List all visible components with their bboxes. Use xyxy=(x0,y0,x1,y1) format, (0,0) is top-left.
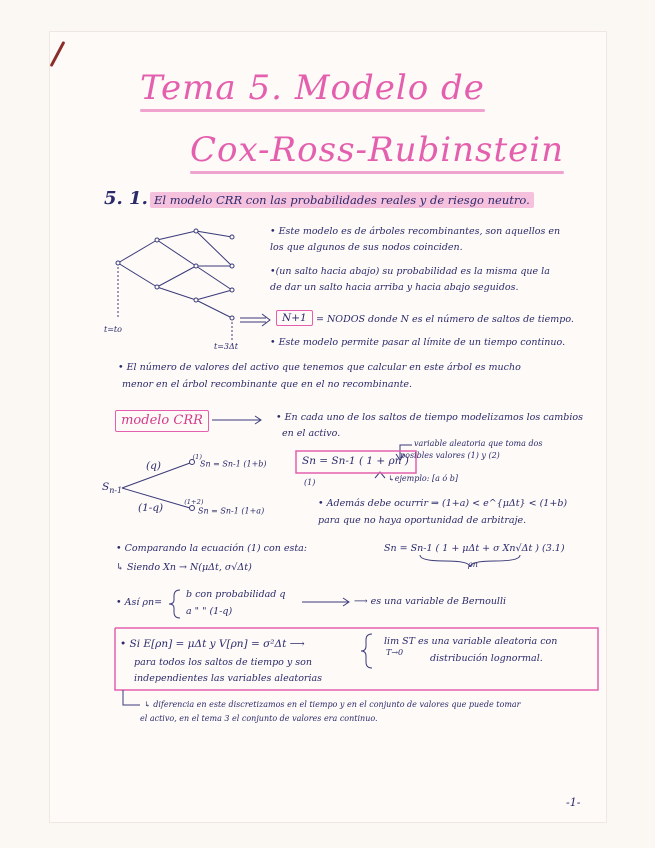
crr-eq-number: (1) xyxy=(304,478,316,487)
footnote-line1: ↳ diferencia en este discretizamos en el tiempo y en el conjunto de valores que puede tomar xyxy=(144,700,521,709)
tree-t3-label: t=3Δt xyxy=(214,342,238,351)
nodes-box: N+1 xyxy=(276,312,313,324)
summary-left2: para todos los saltos de tiempo y son xyxy=(134,657,312,668)
intro-bullet3: • Este modelo permite pasar al límite de un tiempo continuo. xyxy=(270,337,566,348)
arbitrage-line1: • Además debe ocurrir ⇒ (1+a) < e^{μΔt} < (1+b) xyxy=(318,498,568,509)
down-equation: Sn = Sn-1 $(1+a)^{(1+2)}$ xyxy=(184,498,265,516)
summary-left3: independientes las variables aleatorias xyxy=(134,673,323,684)
var-note-line2: posibles valores (1) y (2) xyxy=(400,451,500,460)
crr-bullet-line1: • En cada uno de los saltos de tiempo modelizamos los cambios xyxy=(276,412,583,423)
title-line-1: Tema 5. Modelo de xyxy=(140,68,485,108)
comparison-text: • Comparando la ecuación (1) con esta: xyxy=(116,543,308,554)
var-note-line1: variable aleatoria que toma dos xyxy=(414,439,543,448)
intro-bullet1-line2: los que algunos de sus nodos coinciden. xyxy=(270,242,463,253)
arbitrage-line2: para que no haya oportunidad de arbitraje. xyxy=(318,515,527,526)
summary-left: • Si E[ρn] = μΔt y V[ρn] = σ²Δt ⟶ xyxy=(120,638,305,650)
summary-lim2: distribución lognormal. xyxy=(430,653,543,664)
crr-bullet-line2: en el activo. xyxy=(282,428,341,439)
page-number: -1- xyxy=(566,796,581,809)
crr-example: ↳ejemplo: [a ó b] xyxy=(388,474,459,483)
nodes-text: = NODOS donde N es el número de saltos de tiempo. xyxy=(316,314,574,325)
tree-t0-label: t=to xyxy=(104,325,122,334)
root-node-s: $S_{n-1}$ xyxy=(102,481,123,496)
comparison-equation: Sn = Sn-1 ( 1 + μΔt + σ Xn√Δt ) (3.1) xyxy=(384,543,565,554)
bernoulli-row1: b con probabilidad q xyxy=(186,589,286,600)
up-equation: Sn = Sn-1 $(1+b)^{(1)}$ xyxy=(192,453,267,469)
recombining-tree xyxy=(118,231,232,340)
comparison-being: ↳ Siendo Xn → N(μΔt, σ√Δt) xyxy=(116,562,252,573)
implies-arrow xyxy=(240,314,270,326)
intro-bullet2-line1: •(un salto hacia abajo) su probabilidad es la misma que la xyxy=(270,266,550,277)
summary-lim: lim ST es una variable aleatoria con xyxy=(384,636,558,647)
intro-bullet1-line1: • Este modelo es de árboles recombinantes, son aquellos en xyxy=(270,226,561,237)
prob-q: (q) xyxy=(146,460,161,472)
bernoulli-suffix: ⟶ es una variable de Bernoulli xyxy=(354,596,507,607)
modelo-crr-label: modelo CRR xyxy=(115,410,209,432)
section-number: 5. 1. xyxy=(104,188,148,209)
title-line-2: Cox-Ross-Rubinstein xyxy=(190,130,564,170)
prob-one-minus-q: (1-q) xyxy=(138,502,164,514)
intro-bullet2-line2: de dar un salto hacia arriba y hacia abajo seguidos. xyxy=(270,282,519,293)
bernoulli-prefix: • Así ρn= xyxy=(116,597,163,608)
footnote-line2: el activo, en el tema 3 el conjunto de valores era continuo. xyxy=(140,714,378,723)
comparison-underbrace-label: ρn xyxy=(468,560,478,569)
summary-lim-sub: T→0 xyxy=(386,648,404,657)
crr-equation: Sn = Sn-1 ( 1 + ρn ) xyxy=(302,455,409,467)
bernoulli-row2: a " " (1-q) xyxy=(186,606,233,617)
intro-bullet4-line2: menor en el árbol recombinante que en el no recombinante. xyxy=(122,379,413,390)
section-title: El modelo CRR con las probabilidades reales y de riesgo neutro. xyxy=(150,192,534,208)
intro-bullet4-line1: • El número de valores del activo que tenemos que calcular en este árbol es mucho xyxy=(118,362,521,373)
